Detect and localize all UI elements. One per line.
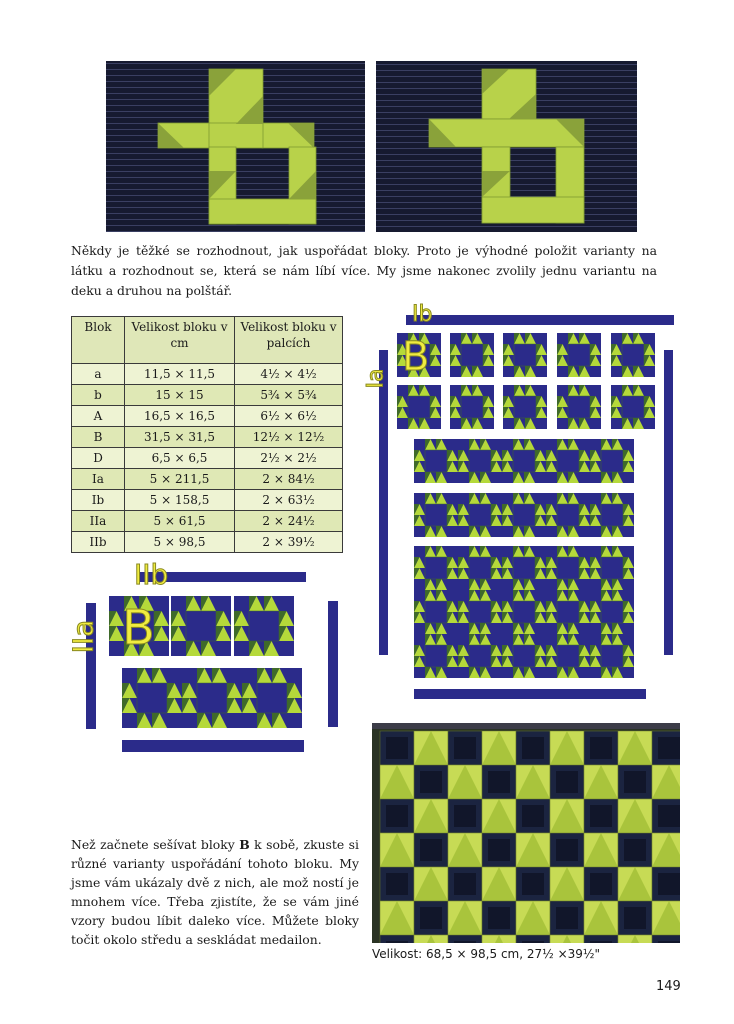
quilt-block <box>502 439 546 483</box>
quilt-square-center <box>522 873 544 895</box>
label-iib: IIb <box>134 558 169 591</box>
quilt-block <box>502 493 546 537</box>
table-row <box>72 490 343 511</box>
pillow-layout-diagram <box>66 558 346 758</box>
quilt-square-center <box>658 737 680 759</box>
quilt-square-center <box>386 941 408 943</box>
table-cell: 6,5 × 6,5 <box>125 448 235 469</box>
table-cell: 4½ × 4½ <box>235 364 343 385</box>
quilt-square-center <box>386 873 408 895</box>
quilt-square-center <box>454 737 476 759</box>
label-ia: Ia <box>363 368 389 389</box>
quilt-square-center <box>590 805 612 827</box>
quilt-square-center <box>658 941 680 943</box>
quilt-square-center <box>488 839 510 861</box>
quilt-block <box>458 590 502 634</box>
table-cell: 2 × 39½ <box>235 532 343 553</box>
table-cell: b <box>72 385 125 406</box>
quilt-block <box>414 634 458 678</box>
quilt-block <box>458 493 502 537</box>
table-row <box>72 532 343 553</box>
quilt-square-center <box>420 839 442 861</box>
quilt-block <box>414 439 458 483</box>
quilt-block <box>234 596 294 656</box>
table-header-row <box>72 317 343 364</box>
table-cell: Ia <box>72 469 125 490</box>
quilt-square-center <box>590 941 612 943</box>
quilt-square-center <box>556 907 578 929</box>
quilt-block <box>590 546 634 590</box>
hanging-rod <box>372 723 680 729</box>
quilt-square-center <box>522 737 544 759</box>
photo-layout-variant-2 <box>376 61 637 232</box>
table-row <box>72 469 343 490</box>
table-header-cell: Velikost bloku v cm <box>125 317 235 364</box>
quilt-square-center <box>420 907 442 929</box>
label-iia: IIa <box>66 619 100 654</box>
table-cell: 2½ × 2½ <box>235 448 343 469</box>
page-number: 149 <box>656 979 681 994</box>
table-row <box>72 511 343 532</box>
table-row <box>72 406 343 427</box>
quilt-block <box>502 590 546 634</box>
quilt-block <box>122 668 182 728</box>
photo-caption: Velikost: 68,5 × 98,5 cm, 27½ ×39½" <box>372 947 601 961</box>
table-cell: 12½ × 12½ <box>235 427 343 448</box>
table-cell: IIb <box>72 532 125 553</box>
quilt-block <box>182 668 242 728</box>
block-grid <box>76 558 346 758</box>
label-ib: Ib <box>412 302 433 327</box>
table-cell: 5¾ × 5¾ <box>235 385 343 406</box>
quilt-square-center <box>420 771 442 793</box>
table-cell: a <box>72 364 125 385</box>
quilt-block <box>503 333 547 377</box>
quilt-block <box>458 439 502 483</box>
table-header-cell: Blok <box>72 317 125 364</box>
quilt-block <box>546 439 590 483</box>
quilt-block <box>611 385 655 429</box>
quilt-square-center <box>386 737 408 759</box>
quilt-square-center <box>624 839 646 861</box>
table-row <box>72 364 343 385</box>
quilt-square-center <box>454 873 476 895</box>
quilt-block <box>590 590 634 634</box>
quilt-block <box>611 333 655 377</box>
label-b: B <box>122 600 155 656</box>
quilt-square-center <box>556 839 578 861</box>
quilt-block <box>546 590 590 634</box>
quilt-square-center <box>386 805 408 827</box>
intro-paragraph: Někdy je těžké se rozhodnout, jak uspořádat bloky. Proto je výhodné položit varianty na látku a rozhodnout se, která se nám líbí více. My jsme nakonec zvolily jednu variantu na deku a druhou na polštář. <box>71 243 657 298</box>
quilt-square-center <box>454 941 476 943</box>
table-cell: D <box>72 448 125 469</box>
table-cell: 5 × 211,5 <box>125 469 235 490</box>
quilt-block <box>546 493 590 537</box>
quilt-block <box>546 634 590 678</box>
quilt-block <box>502 546 546 590</box>
quilt-block <box>590 439 634 483</box>
quilt-block <box>557 385 601 429</box>
table-cell: 15 × 15 <box>125 385 235 406</box>
table-cell: 5 × 61,5 <box>125 511 235 532</box>
quilt-square-center <box>624 907 646 929</box>
table-header-cell: Velikost bloku v palcích <box>235 317 343 364</box>
table-cell: 31,5 × 31,5 <box>125 427 235 448</box>
table-cell: B <box>72 427 125 448</box>
table-cell: 5 × 98,5 <box>125 532 235 553</box>
table-row <box>72 427 343 448</box>
quilt-block <box>242 668 302 728</box>
table-cell: 5 × 158,5 <box>125 490 235 511</box>
quilt-block <box>546 546 590 590</box>
quilt-square-center <box>556 771 578 793</box>
table-cell: 11,5 × 11,5 <box>125 364 235 385</box>
quilt-layout-diagram <box>363 302 680 701</box>
quilt-block <box>458 634 502 678</box>
photo-layout-variant-1 <box>106 61 365 232</box>
block-letter-b: B <box>239 837 250 852</box>
quilt-block <box>502 634 546 678</box>
quilt-square-center <box>488 907 510 929</box>
quilt-block <box>414 546 458 590</box>
table-cell: IIa <box>72 511 125 532</box>
quilt-block <box>414 493 458 537</box>
table-row <box>72 448 343 469</box>
quilt-block <box>414 590 458 634</box>
quilt-square-center <box>590 873 612 895</box>
quilt-block <box>458 546 502 590</box>
table-cell: 16,5 × 16,5 <box>125 406 235 427</box>
quilt-block <box>397 385 441 429</box>
quilt-square-center <box>658 805 680 827</box>
table-cell: A <box>72 406 125 427</box>
quilt-block <box>590 634 634 678</box>
table-cell: Ib <box>72 490 125 511</box>
table-cell: 2 × 63½ <box>235 490 343 511</box>
bottom-text-after: k sobě, zkuste si různé varianty uspořádání tohoto bloku. My jsme vám ukázaly dvě z nich, ale mož ností je mnohem více. Třeba zjistíte, že se vám jiné vzory budou líbit daleko více. Můžete bloky točit okolo středu a seskládat medailon. <box>71 837 359 947</box>
quilt-block <box>503 385 547 429</box>
quilt-block <box>557 333 601 377</box>
quilt-block <box>450 333 494 377</box>
quilt-square-center <box>522 941 544 943</box>
quilt-block <box>171 596 231 656</box>
table-cell: 6½ × 6½ <box>235 406 343 427</box>
label-b: B <box>402 334 430 380</box>
quilt-square-center <box>658 873 680 895</box>
quilt-block <box>450 385 494 429</box>
table-cell: 2 × 24½ <box>235 511 343 532</box>
table-cell: 2 × 84½ <box>235 469 343 490</box>
table-row <box>72 385 343 406</box>
block-size-table <box>71 316 343 553</box>
bottom-paragraph <box>71 835 359 949</box>
quilt-square-center <box>624 771 646 793</box>
finished-quilt-photo <box>372 723 680 943</box>
quilt-square-center <box>488 771 510 793</box>
quilt-square-center <box>590 737 612 759</box>
quilt-square-center <box>454 805 476 827</box>
bottom-text-before: Než začnete sešívat bloky <box>71 837 240 852</box>
quilt-block <box>590 493 634 537</box>
quilt-square-center <box>522 805 544 827</box>
